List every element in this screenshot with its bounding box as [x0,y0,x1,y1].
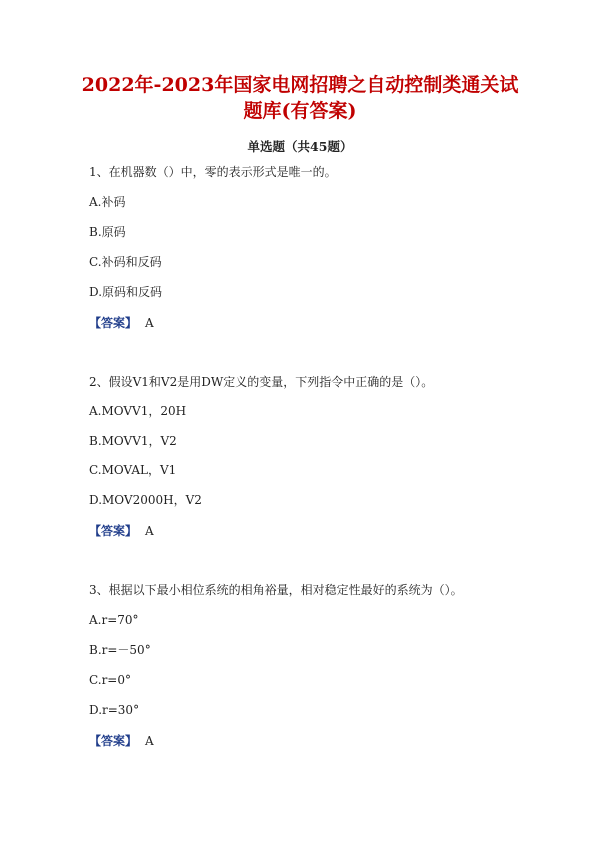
question-1-answer [89,315,154,331]
answer-value: A [145,316,154,330]
question-1-option-c: C.补码和反码 [89,255,162,269]
document-title-line-1: 2022年-2023年国家电网招聘之自动控制类通关试 [81,74,519,96]
answer-value: A [145,524,154,538]
question-1-option-b: B.原码 [89,225,126,239]
section-heading: 单选题（共45题） [247,139,353,154]
question-3-answer [89,733,154,749]
answer-tag: 【答案】 [89,734,138,748]
question-2-option-c: C.MOVAL，V1 [89,463,177,477]
answer-tag: 【答案】 [89,524,138,538]
question-1-option-d: D.原码和反码 [89,285,163,299]
question-2-stem: 2、假设V1和V2是用DW定义的变量，下列指令中正确的是（）。 [89,375,434,389]
question-2-option-d: D.MOV2000H，V2 [89,493,202,507]
answer-value: A [145,734,154,748]
answer-tag: 【答案】 [89,316,138,330]
question-3-option-a: A.r=70° [89,613,139,627]
question-2-option-a: A.MOVV1，20H [89,404,187,418]
question-1-option-a: A.补码 [89,195,126,209]
question-3-stem: 3、根据以下最小相位系统的相角裕量，相对稳定性最好的系统为（）。 [89,583,463,597]
question-2-answer [89,523,154,539]
question-3-option-d: D.r=30° [89,703,140,717]
document-title-line-2: 题库(有答案) [243,100,357,122]
question-2-option-b: B.MOVV1，V2 [89,434,177,448]
question-3-option-c: C.r=0° [89,673,131,687]
question-1-stem: 1、在机器数（）中，零的表示形式是唯一的。 [89,165,337,179]
question-3-option-b: B.r=－50° [89,643,151,657]
